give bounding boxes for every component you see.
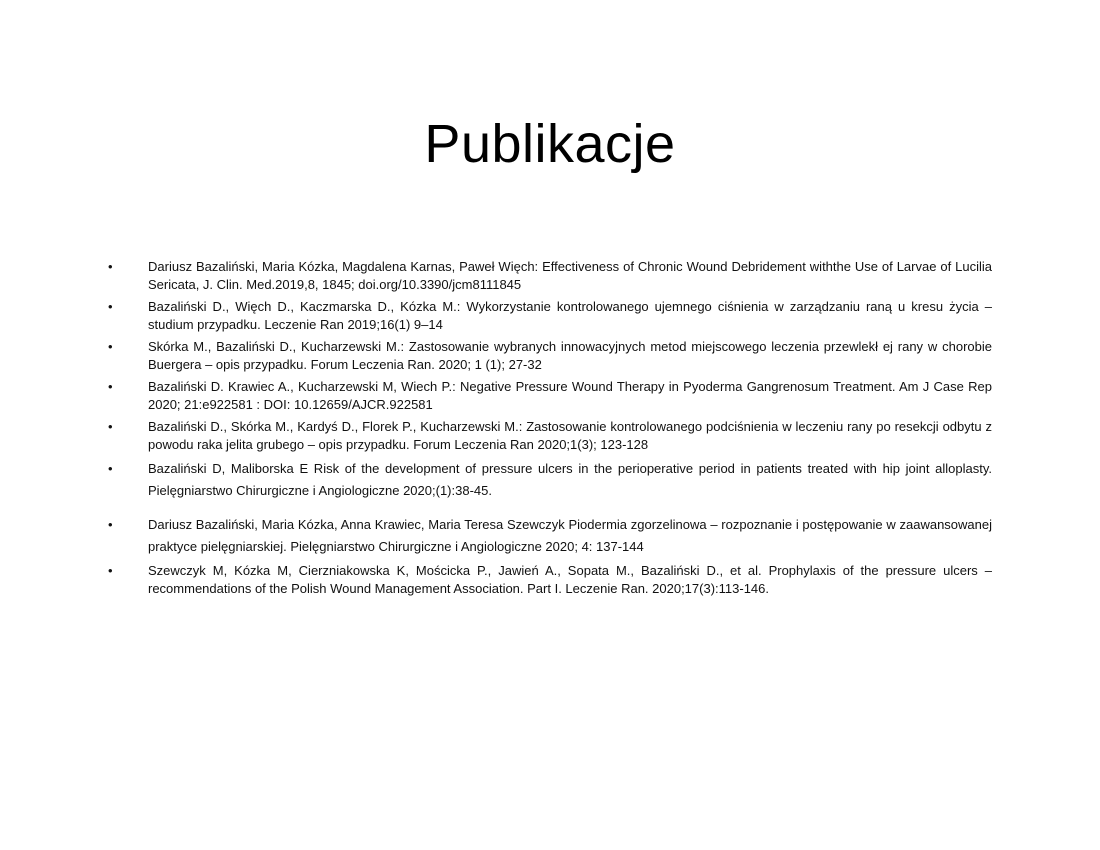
publication-text: Dariusz Bazaliński, Maria Kózka, Anna Krawiec, Maria Teresa Szewczyk Piodermia zgorzelinowa – rozpoznanie i postępowanie w zaawansowanej praktyce pielęgniarskiej. Pielęgniarstwo Chirurgiczne i Angiologiczne 2020; 4: 137-144: [148, 517, 992, 554]
publication-list: [108, 258, 992, 602]
publication-item: [108, 418, 992, 454]
publication-text: Bazaliński D., Więch D., Kaczmarska D., Kózka M.: Wykorzystanie kontrolowanego ujemnego ciśnienia w zarządzaniu raną u kresu życia – studium przypadku. Leczenie Ran 2019;16(1) 9–14: [148, 299, 992, 332]
bullet-icon: •: [108, 517, 113, 532]
slide-title: Publikacje: [424, 114, 676, 174]
publication-item: [108, 378, 992, 414]
publication-item: [108, 338, 992, 374]
publication-item: [108, 514, 992, 558]
bullet-icon: •: [108, 339, 113, 354]
bullet-icon: •: [108, 563, 113, 578]
publication-text: Bazaliński D. Krawiec A., Kucharzewski M, Wiech P.: Negative Pressure Wound Therapy in Pyoderma Gangrenosum Treatment. Am J Case Rep 2020; 21:e922581 : DOI: 10.12659/AJCR.922581: [148, 379, 992, 412]
publication-item: [108, 562, 992, 598]
publication-item: [108, 458, 992, 502]
bullet-icon: •: [108, 379, 113, 394]
bullet-icon: •: [108, 461, 113, 476]
publication-text: Szewczyk M, Kózka M, Cierzniakowska K, Mościcka P., Jawień A., Sopata M., Bazaliński D., et al. Prophylaxis of the pressure ulcers – recommendations of the Polish Wound Management Association. Part I. Leczenie Ran. 2020;17(3):113-146.: [148, 563, 992, 596]
bullet-icon: •: [108, 419, 113, 434]
publication-text: Skórka M., Bazaliński D., Kucharzewski M.: Zastosowanie wybranych innowacyjnych metod miejscowego leczenia przewlekł ej rany w chorobie Buergera – opis przypadku. Forum Leczenia Ran. 2020; 1 (1); 27-32: [148, 339, 992, 372]
publication-text: Dariusz Bazaliński, Maria Kózka, Magdalena Karnas, Paweł Więch: Effectiveness of Chronic Wound Debridement withthe Use of Larvae of Lucilia Sericata, J. Clin. Med.2019,8, 1845; doi.org/10.3390/jcm8111845: [148, 259, 992, 292]
publication-item: [108, 298, 992, 334]
bullet-icon: •: [108, 299, 113, 314]
publication-text: Bazaliński D., Skórka M., Kardyś D., Florek P., Kucharzewski M.: Zastosowanie kontrolowanego podciśnienia w leczeniu rany po resekcji odbytu z powodu raka jelita grubego – opis przypadku. Forum Leczenia Ran 2020;1(3); 123-128: [148, 419, 992, 452]
bullet-icon: •: [108, 259, 113, 274]
publication-text: Bazaliński D, Maliborska E Risk of the development of pressure ulcers in the perioperative period in patients treated with hip joint alloplasty. Pielęgniarstwo Chirurgiczne i Angiologiczne 2020;(1):38-45.: [148, 461, 992, 498]
publication-item: [108, 258, 992, 294]
